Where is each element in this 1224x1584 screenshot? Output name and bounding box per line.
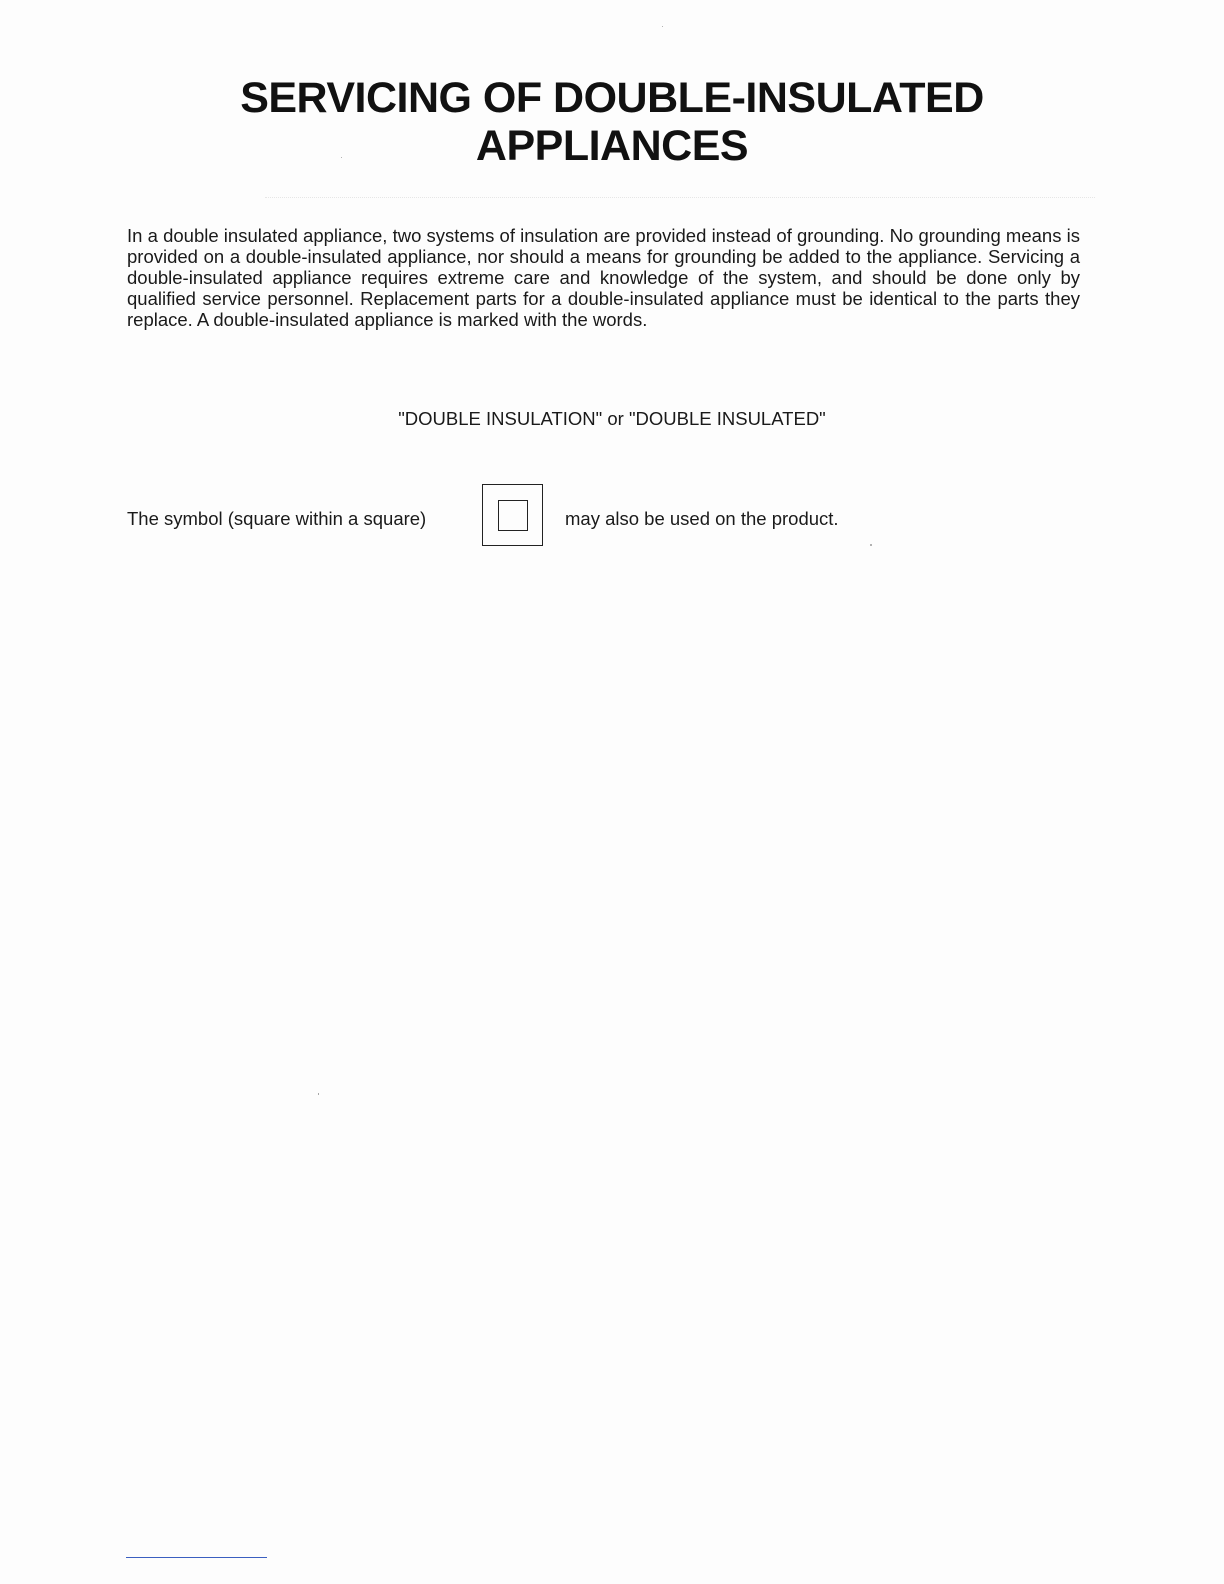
page-title-line-2: APPLIANCES	[475, 122, 749, 170]
intro-paragraph: In a double insulated appliance, two systems of insulation are provided instead of grounding. No grounding means is provided on a double-insulated appliance, nor should a means for grounding be added to the appliance. Servicing a double-insulated appliance requires extreme care and knowledge of the system, and should be done only by qualified service personnel. Replacement parts for a double-insulated appliance must be identical to the parts they replace. A double-insulated appliance is marked with the words.	[127, 225, 1080, 330]
scan-speck	[341, 157, 342, 158]
marking-text: "DOUBLE INSULATION" or "DOUBLE INSULATED"	[398, 408, 826, 429]
scan-speck	[318, 1093, 319, 1095]
scan-speck	[662, 26, 663, 27]
page-title	[0, 74, 1224, 170]
title-divider	[265, 197, 1095, 198]
footer-rule	[126, 1557, 267, 1558]
page-title-line-1: SERVICING OF DOUBLE-INSULATED	[240, 74, 984, 122]
symbol-lead-text: The symbol (square within a square)	[127, 508, 427, 529]
scan-speck	[870, 544, 872, 546]
symbol-tail-text: may also be used on the product.	[565, 508, 839, 529]
symbol-row	[0, 484, 1224, 550]
inner-square	[498, 500, 528, 531]
double-insulation-icon	[482, 484, 543, 546]
